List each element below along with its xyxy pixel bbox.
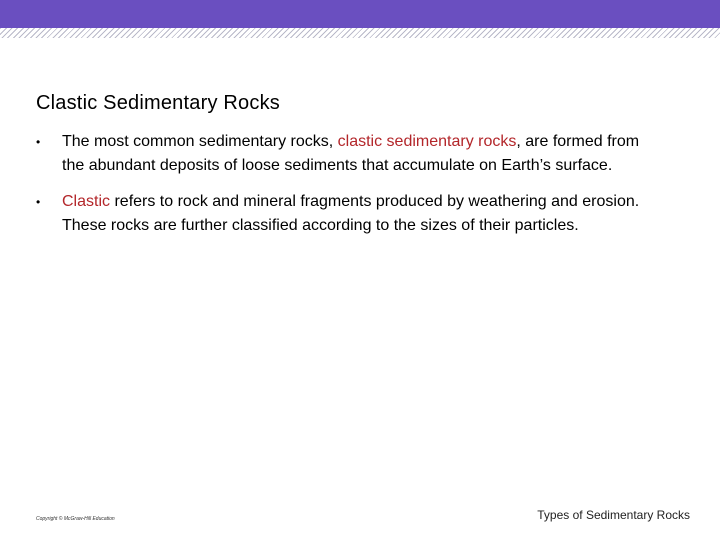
slide-title: Clastic Sedimentary Rocks: [36, 92, 280, 114]
highlighted-term: Clastic: [62, 193, 111, 210]
bullet-item: [36, 190, 676, 238]
copyright-notice: Copyright © McGraw-Hill Education: [36, 516, 115, 522]
header-bar: [0, 0, 720, 28]
bullet-text-part: The most common sedimentary rocks,: [62, 133, 338, 150]
footer-section-title: Types of Sedimentary Rocks: [537, 508, 690, 522]
bullet-icon: •: [36, 195, 41, 209]
highlighted-term: clastic sedimentary rocks: [337, 133, 517, 150]
bullet-text: [62, 190, 662, 238]
bullet-item: [36, 130, 676, 178]
bullet-text-part: , are formed from the abundant deposits of loose sediments that accumulate on Earth’s surface.: [62, 133, 640, 174]
header-hatch-pattern: [0, 28, 720, 38]
bullet-text: [62, 130, 662, 178]
bullet-icon: •: [36, 135, 41, 149]
bullet-text-part: refers to rock and mineral fragments produced by weathering and erosion. These rocks are further classified according to the sizes of their particles.: [62, 193, 640, 234]
bullet-list: [36, 130, 676, 250]
